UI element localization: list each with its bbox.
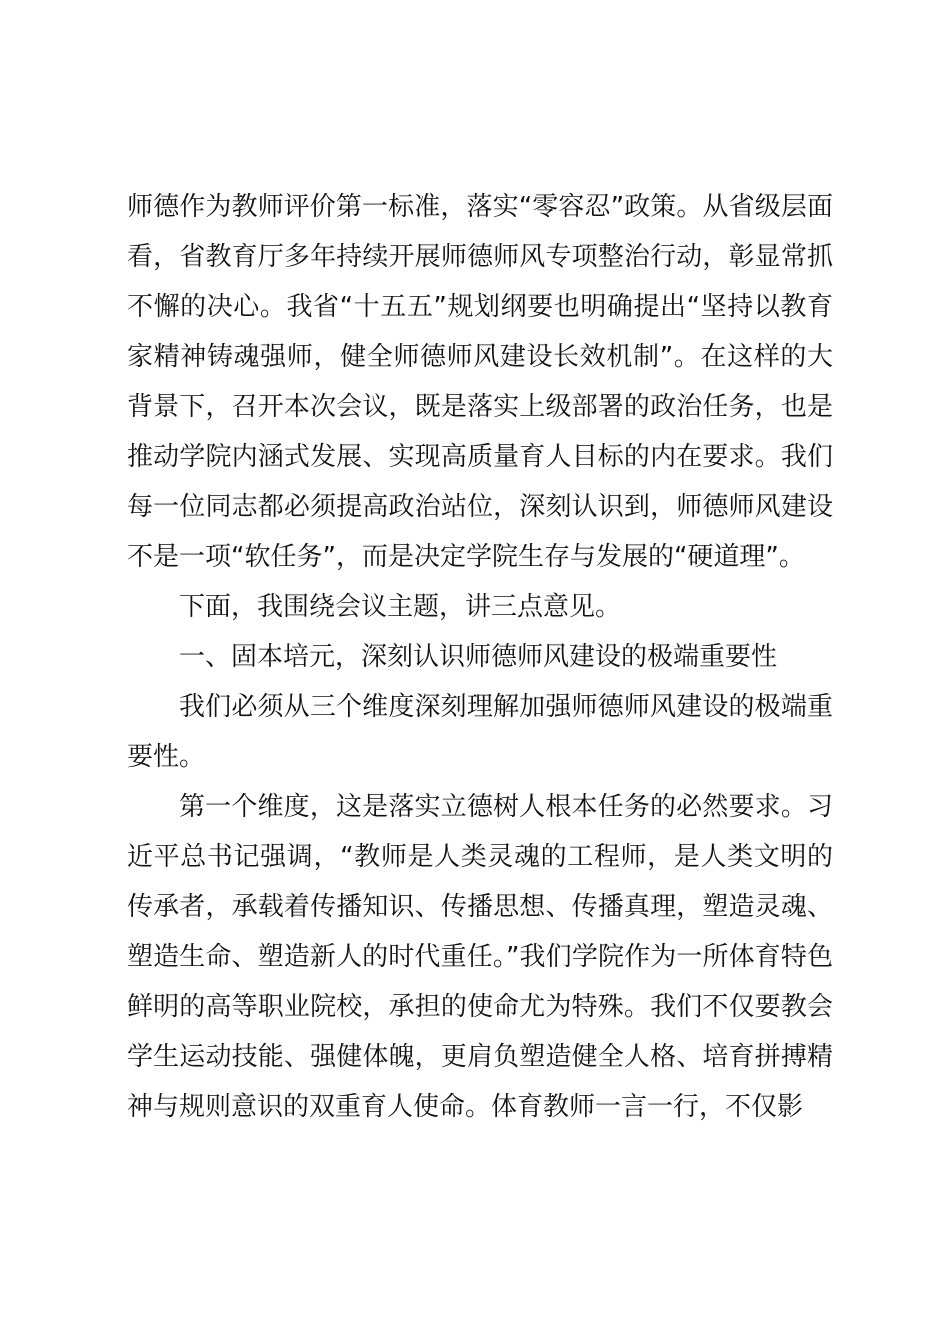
paragraph-intro-points: 下面，我围绕会议主题，讲三点意见。 (179, 592, 622, 622)
paragraph-continuation: 师德作为教师评价第一标准，落实“零容忍”政策。从省级层面看，省教育厅多年持续开展师德师风专项整治行动，彰显常抓不懈的决心。我省“十五五”规划纲要也明确提出“坚持以教育家精神铸魂强师，健全师德师风建设长效机制”。在这样的大背景下，召开本次会议，既是落实上级部署的政治任务，也是推动学院内涵式发展、实现高质量育人目标的内在要求。我们每一位同志都必须提高政治站位，深刻认识到，师德师风建设不是一项“软任务”，而是决定学院生存与发展的“硬道理”。 (127, 192, 833, 572)
section-heading-1: 一、固本培元，深刻认识师德师风建设的极端重要性 (179, 642, 778, 672)
paragraph-three-dimensions: 我们必须从三个维度深刻理解加强师德师风建设的极端重要性。 (127, 692, 833, 772)
document-body (127, 182, 833, 1132)
paragraph-first-dimension: 第一个维度，这是落实立德树人根本任务的必然要求。习近平总书记强调，“教师是人类灵魂的工程师，是人类文明的传承者，承载着传播知识、传播思想、传播真理，塑造灵魂、塑造生命、塑造新人的时代重任。”我们学院作为一所体育特色鲜明的高等职业院校，承担的使命尤为特殊。我们不仅要教会学生运动技能、强健体魄，更肩负塑造健全人格、培育拼搏精神与规则意识的双重育人使命。体育教师一言一行，不仅影 (127, 792, 833, 1122)
